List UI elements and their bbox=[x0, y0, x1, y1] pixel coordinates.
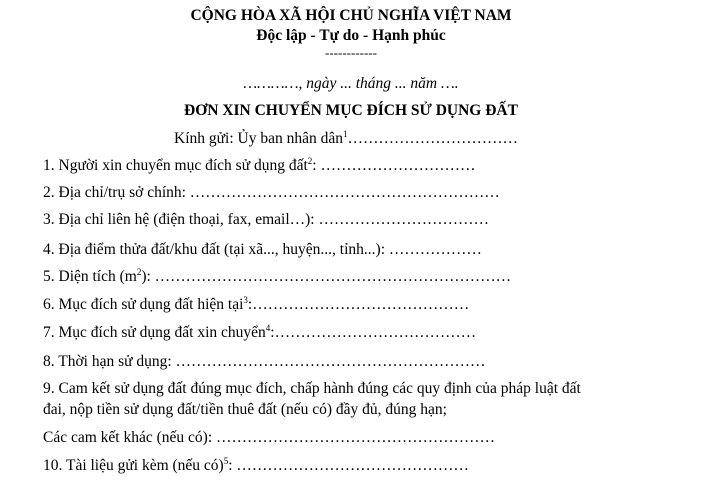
footnote-ref: 1 bbox=[342, 129, 348, 139]
form-item: 6. Mục đích sử dụng đất hiện tại$^3$:…………………………………… bbox=[43, 295, 470, 313]
commitment-line-1: 9. Cam kết sử dụng đất đúng mục đích, chấp hành đúng các quy định của pháp luật đất bbox=[43, 380, 581, 397]
form-item: 7. Mục đích sử dụng đất xin chuyển$^4$:………………………………… bbox=[43, 323, 477, 341]
commitment-line-2: đai, nộp tiền sử dụng đất/tiền thuê đất (nếu có) đầy đủ, đúng hạn; bbox=[43, 401, 447, 418]
form-item: 8. Thời hạn sử dụng: …………………………………………………… bbox=[43, 353, 486, 370]
footnote-ref: 2 bbox=[307, 156, 313, 166]
motto: Độc lập - Tự do - Hạnh phúc bbox=[256, 27, 446, 44]
footnote-ref: 2 bbox=[136, 267, 142, 277]
attachments-line: 10. Tài liệu gửi kèm (nếu có)$^5$: ……………………………………… bbox=[43, 456, 469, 474]
divider: ------------ bbox=[325, 45, 377, 60]
recipient-line bbox=[174, 130, 518, 148]
date-line: …………, ngày ... tháng ... năm …. bbox=[243, 75, 459, 92]
form-item: 2. Địa chỉ/trụ sở chính: …………………………………………………… bbox=[43, 184, 500, 201]
footnote-ref: 3 bbox=[243, 295, 248, 305]
form-item: 3. Địa chỉ liên hệ (điện thoại, fax, email…): …………………………… bbox=[43, 211, 489, 228]
form-item: 1. Người xin chuyển mục đích sử dụng đất$^2$: ………………………… bbox=[43, 156, 476, 174]
form-title: ĐƠN XIN CHUYỂN MỤC ĐÍCH SỬ DỤNG ĐẤT bbox=[184, 102, 518, 119]
other-commitments: Các cam kết khác (nếu có): ……………………………………………… bbox=[43, 429, 495, 446]
recipient-text: Kính gửi: Ủy ban nhân dân bbox=[174, 130, 343, 147]
footnote-ref: 4 bbox=[265, 323, 271, 333]
form-item: 5. Diện tích $(m^2)$: …………………………………………………………… bbox=[43, 267, 512, 285]
recipient-dots: …………………………… bbox=[347, 130, 518, 147]
form-item: 4. Địa điểm thửa đất/khu đất (tại xã..., huyện..., tỉnh...): ……………… bbox=[43, 241, 482, 258]
country-title: CỘNG HÒA XÃ HỘI CHỦ NGHĨA VIỆT NAM bbox=[190, 7, 512, 24]
footnote-ref: 5 bbox=[223, 456, 229, 466]
